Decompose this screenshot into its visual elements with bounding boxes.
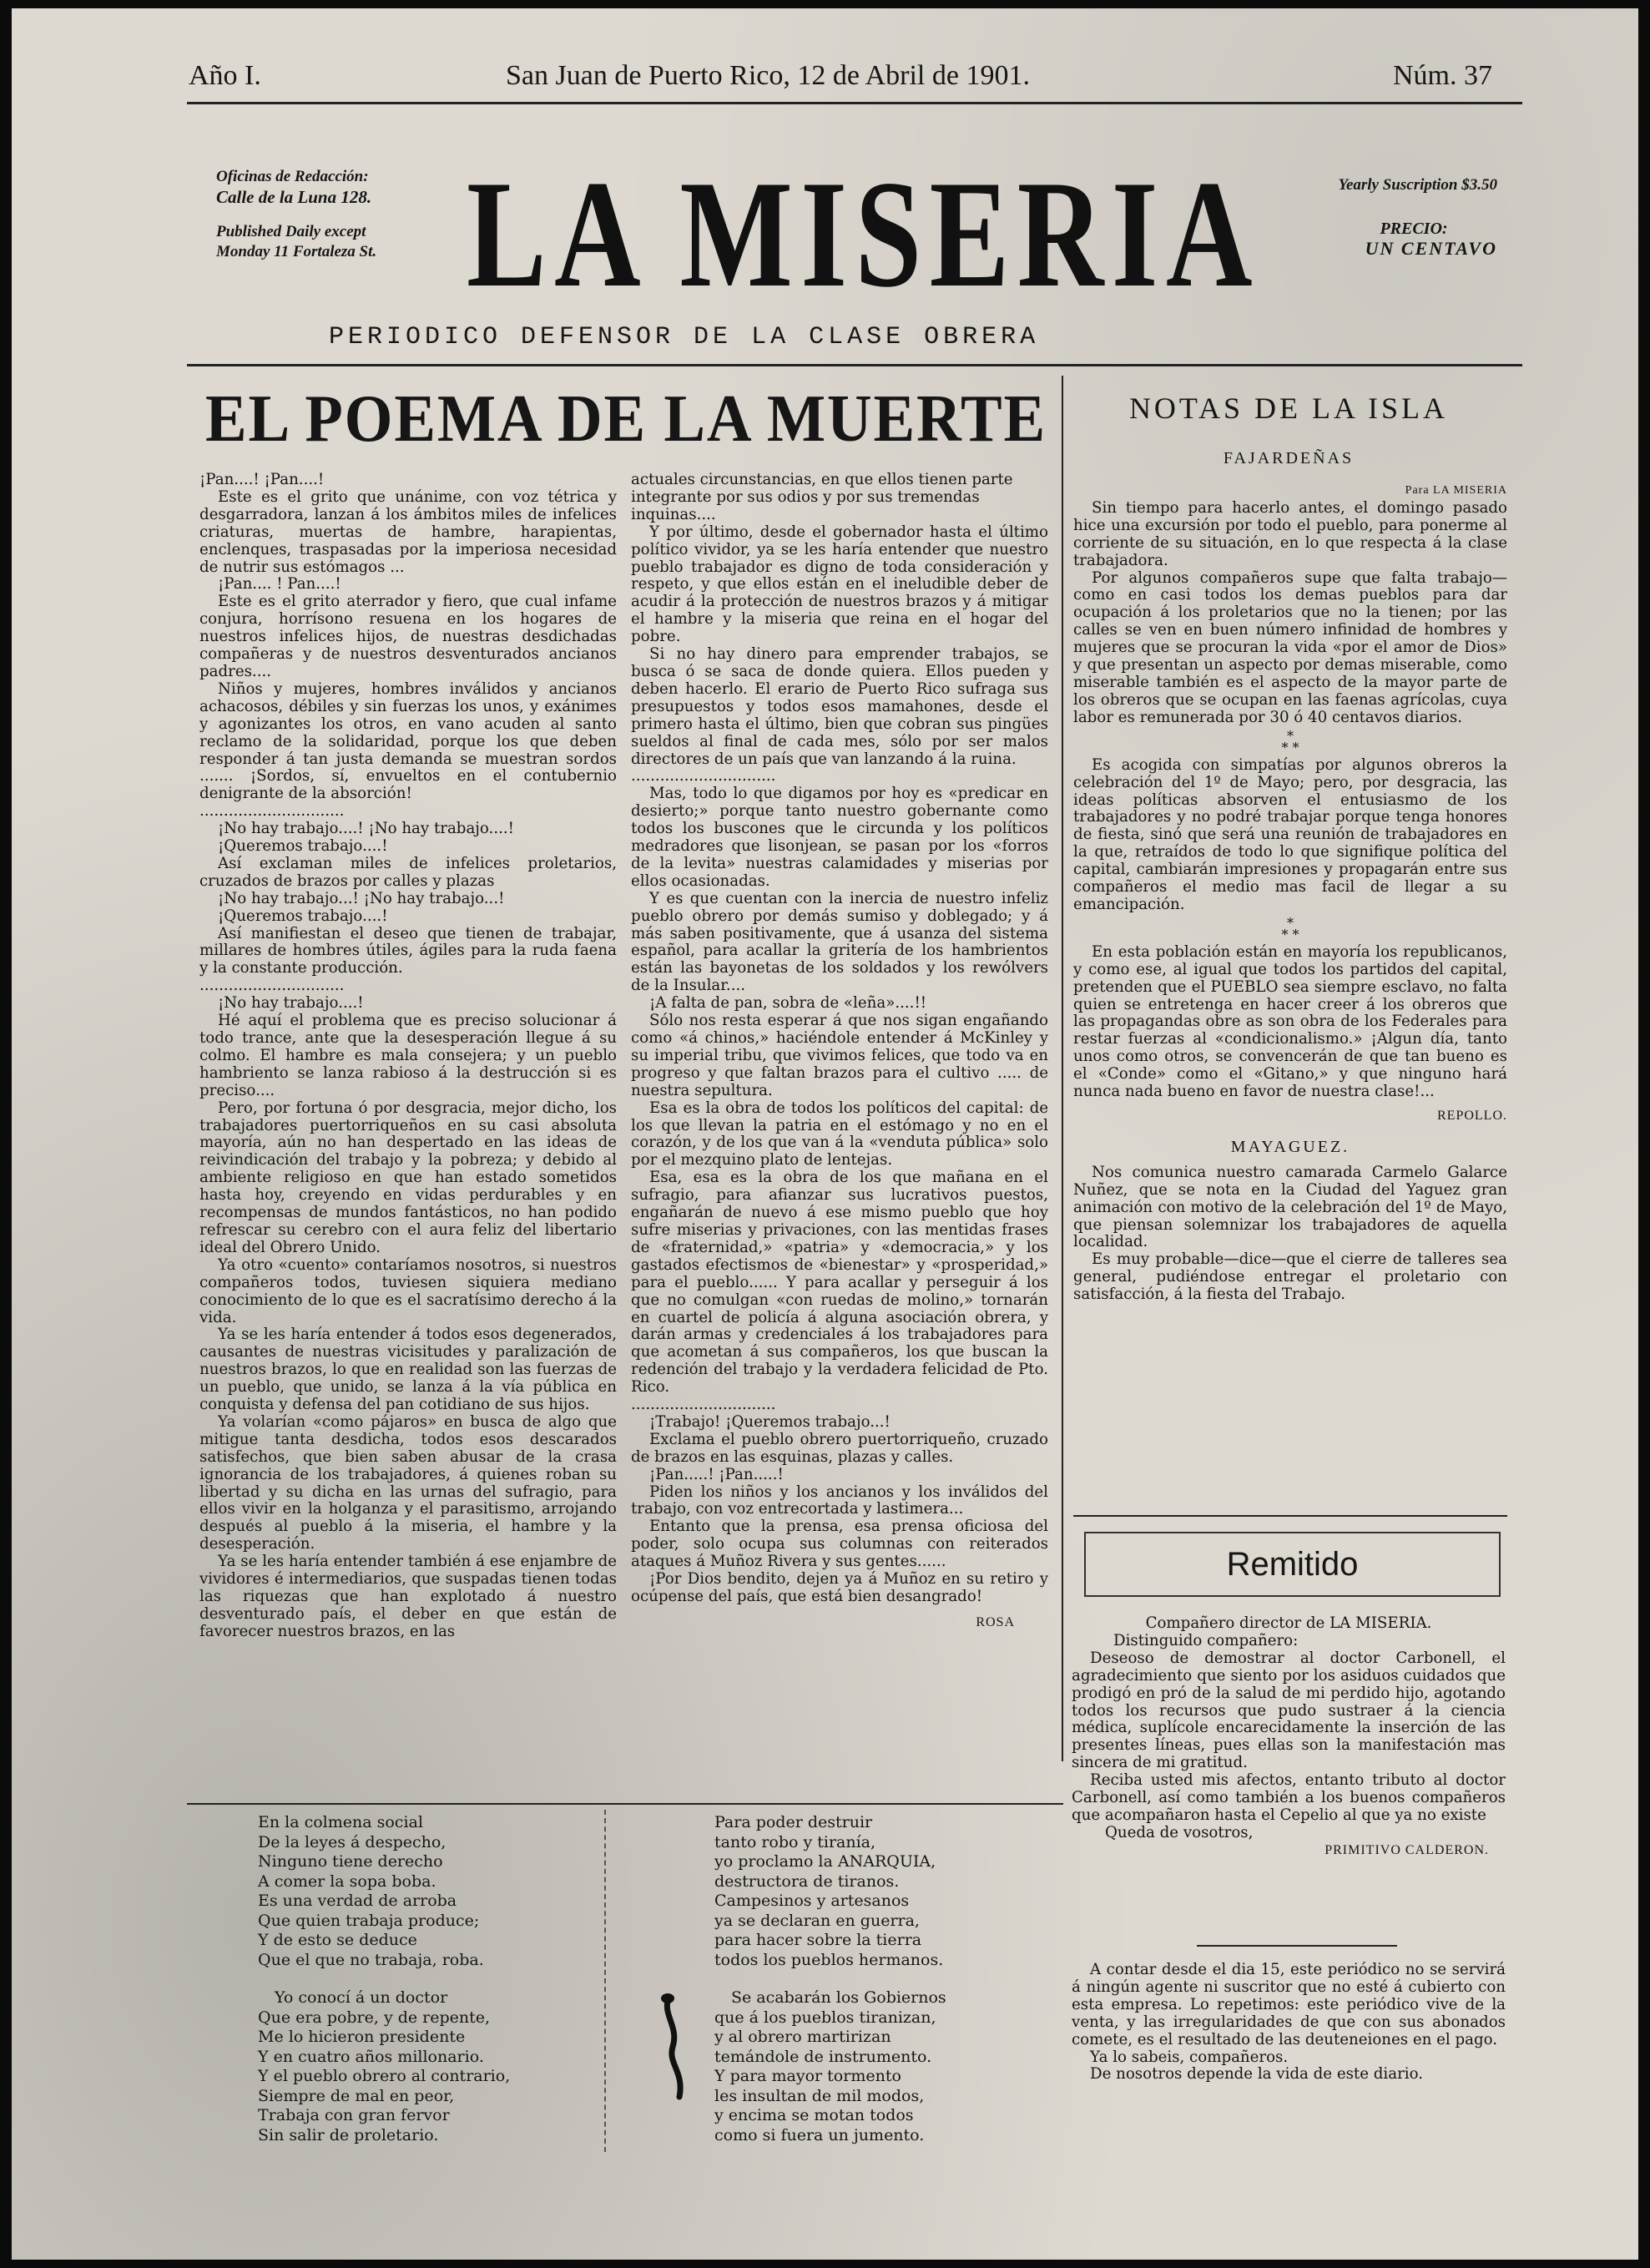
poem-top-rule: [187, 1803, 1063, 1805]
article-signature: ROSA: [976, 1614, 1015, 1629]
ink-mark-illustration: [654, 1988, 704, 2114]
notas-end-rule: [1073, 1515, 1507, 1517]
masthead-subtitle: PERIODICO DEFENSOR DE LA CLASE OBRERA: [329, 323, 1040, 351]
column-rule-right: [1062, 376, 1063, 1761]
dateline: San Juan de Puerto Rico, 12 de Abril de 1901.: [506, 60, 1030, 91]
poem-divider: [604, 1810, 606, 2152]
remitido-end-rule: [1197, 1945, 1397, 1947]
article-column-2: actuales circunstancias, en que ellos tienen parte integrante por sus odios y por sus tremendas inquinas.... Y por último, desde el gobernador hasta el último político vividor, ya se les haría entender que nuestro pueblo trabajador es digno de toda consideración y respeto, y que ellos están en el ineludible deber de acudir á la protección de nuestros brazos y á mitigar el hambre y la miseria que reina en el hogar del pobre. Si no hay dinero para emprender trabajos, se busca ó se saca de donde quiera. Ellos pueden y deben hacerlo. El erario de Puerto Rico sufraga sus presupuestos y todos esos mamahones, desde el primero hasta el último, bien que cobran sus pingües sueldos al final de cada mes, sólo por ser malos directores de un país que van lanzando á la ruina. .............................. Mas, todo lo que digamos por hoy es «predicar en desierto;» porque tanto nuestro gobernante como todos los buscones que le circunda y los políticos medradores que lisonjean, se pasan por los «forros de la levita» nuestras calamidades y miserias por ellos ocasionadas. Y es que cuentan con la inercia de nuestro infeliz pueblo obrero por demás sumiso y doblegado; y á más saben positivamente, que á usanza del sistema español, para acallar la gritería de los hambrientos están las bayonetas de los soldados y los rewólvers de la Insular.... ¡A falta de pan, sobra de «leña»....!! Sólo nos resta esperar á que nos sigan engañando como «á chinos,» haciéndole entender á McKinley y su imperial tribu, que vivimos felices, que todo va en progreso y que faltan brazos para el cultivo ..... de nuestra sepultura. Esa es la obra de todos los políticos del capital: de los que llevan la patria en el estómago y no en el corazón, y de los que van á la «venduta pública» solo por el mezquino plato de lentejas. Esa, esa es la obra de los que mañana en el sufragio, para afianzar sus lucrativos puestos, engañarán de nuevo á ese mismo pueblo que hoy sufre miserias y privaciones, con las mentidas frases de «fraternidad,» «patria» y «democracia,» y los gastados efectismos de «bienestar» y «prosperidad,» para el pueblo...... Y para acallar y perseguir á los que no comulgan «con ruedas de molino,» tornarán en cuartel de policía á alguna asociación obrera, y darán armas y credenciales á los trabajadores para que acometan á sus compañeros, los que buscan la redención del trabajo y la verdadera felicidad de Pto. Rico. .............................. ¡Trabajo! ¡Queremos trabajo...! Exclama el pueblo obrero puertorriqueño, cruzado de brazos en las esquinas, plazas y calles. ¡Pan.....! ¡Pan.....! Piden los niños y los ancianos y los inválidos del trabajo, con voz entrecortada y lastimera... Entanto que la prensa, esa prensa oficiosa del poder, solo ocupa sus columnas con reiterados ataques á Muñoz Rivera y sus gentes...... ¡Por Dios bendito, dejen ya á Muñoz en su retiro y ocúpense del país, que está bien desangrado! ROSA: [631, 472, 1048, 1803]
poem-right: Para poder destruir tanto robo y tiranía, yo proclamo la ANARQUIA, destructora de tiranos. Campesinos y artesanos ya se declaran en guerra, para hacer sobre la tierra todos los pueblos hermanos. Se acabarán los Gobiernos que á los pueblos tiranizan, y al obrero martirizan temándole de instrumento. Y para mayor tormento les insultan de mil modos, y encima se motan todos como si fuera un jumento.: [714, 1813, 946, 2144]
year-label: Año I.: [189, 60, 261, 91]
notas-title: NOTAS DE LA ISLA: [1128, 391, 1449, 425]
fajardenas-heading: FAJARDEÑAS: [1223, 449, 1355, 467]
poem-left: En la colmena social De la leyes á despecho, Ninguno tiene derecho A comer la sopa boba. Es una verdad de arroba Que quien trabaja produce; Y de esto se deduce Que el que no trabaja, roba. Yo conocí á un doctor Que era pobre, y de repente, Me lo hicieron presidente Y en cuatro años millonario. Y el pueblo obrero al contrario, Siempre de mal en peor, Trabaja con gran fervor Sin salir de proletario.: [258, 1813, 511, 2144]
newspaper-page: [12, 8, 1638, 2260]
subscription-notice: A contar desde el dia 15, este periódico no se servirá á ningún agente ni suscritor que no esté á cubierto con esta empresa. Lo repetimos: este periódico vive de la venta, y las irregularidades de que con sus abonados comete, es el resultado de las deuteneiones en el pago. Ya lo sabeis, compañeros. De nosotros depende la vida de este diario.: [1072, 1962, 1506, 2084]
office-info: Oficinas de Redacción: Calle de la Luna 128. Published Daily except Monday 11 Fortaleza St.: [216, 168, 377, 260]
remitido-body: Compañero director de LA MISERIA. Distinguido compañero: Deseoso de demostrar al doctor Carbonell, el agradecimiento que siento por los asiduos cuidados que prodigó en pró de la salud de mi perdido hijo, agotando todos los recursos que pudo sustraer á la ciencia médica, suplícole encarecidamente la inserción de las presentes líneas, pues ellas son la manifestación mas sincera de mi gratitud. Reciba usted mis afectos, entanto tributo al doctor Carbonell, así como también a los buenos compañeros que acompañaron hasta el Cepelio al que ya no existe Queda de vosotros, PRIMITIVO CALDERON.: [1072, 1615, 1506, 1857]
notas-column: Para LA MISERIA Sin tiempo para hacerlo antes, el domingo pasado hice una excursión por todo el pueblo, para ponerme al corriente de su situación, en lo que respecta á la clase trabajadora. Por algunos compañeros supe que falta trabajo—como en casi todos los demas pueblos para dar ocupación á los proletarios que no la tienen; por las calles se ven en buen número infinidad de hombres y mujeres que se procuran la vida «por el amor de Dios» y que presentan un aspecto por demas miserable, como miserable también es el aspecto de la mayor parte de los obreros que se ocupan en las faenas agrícolas, cuya labor es remunerada por 30 ó 40 centavos diarios. * * * Es acogida con simpatías por algunos obreros la celebración del 1º de Mayo; pero, por desgracia, las ideas políticas absorven el entusiasmo de los trabajadores y no podré trabajar porque tenga honores de fiesta, sinó que será una reunión de trabajadores en la que, retraídos de todo lo que signifique política del capital, cambiarán impresiones y propagarán entre sus compañeros el medio mas facil de llegar a su emancipación. * * * En esta población están en mayoría los republicanos, y como ese, al igual que todos los partidos del capital, pretenden que el PUEBLO sea siempre esclavo, no falta quien se entretenga en hacer creer á los obreros que las propagandas obre as son obra de los Federales para restar fuerzas al «condicionalismo.» ¡Algun día, tanto unos como otros, se convencerán de que tan bueno es el «Conde» como el «Gitano,» y que ninguno hará nunca nada bueno en favor de nuestra clase!... REPOLLO. MAYAGUEZ. Nos comunica nuestro camarada Carmelo Galarce Nuñez, que se nota en la Ciudad del Yaguez gran animación con motivo de la celebración del 1º de Mayo, que piensan solemnizar los trabajadores de aquella localidad. Es muy probable—dice—que el cierre de talleres sea general, pudiéndose entregar el proletario con satisfacción, á la fiesta del Trabajo.: [1073, 484, 1507, 1304]
top-rule: [187, 102, 1522, 104]
masthead-title: LA MISERIA: [467, 149, 1260, 319]
masthead-rule: [187, 364, 1522, 366]
issue-number: Núm. 37: [1393, 60, 1492, 91]
article-column-1: ¡Pan....! ¡Pan....! Este es el grito que unánime, con voz tétrica y desgarradora, lanzan á los ámbitos miles de infelices criaturas, muertas de hambre, harapientas, enclenques, traspasadas por la imperiosa necesidad de nutrir sus estómagos ... ¡Pan.... ! Pan....! Este es el grito aterrador y fiero, que cual infame conjura, horrísono resuena en los hogares de nuestros infelices hijos, de nuestras desdichadas compañeras y de nuestros desventurados ancianos padres.... Niños y mujeres, hombres inválidos y ancianos achacosos, débiles y sin fuerzas los unos, y exánimes y agonizantes los otros, en vano acuden al santo reclamo de la solidaridad, porque los que deben responder á tan justa demanda se muestran sordos ....... ¡Sordos, sí, envueltos en el contubernio denigrante de la absorción! .............................. ¡No hay trabajo....! ¡No hay trabajo....! ¡Queremos trabajo....! Así exclaman miles de infelices proletarios, cruzados de brazos por calles y plazas ¡No hay trabajo...! ¡No hay trabajo...! ¡Queremos trabajo....! Así manifiestan el deseo que tienen de trabajar, millares de hombres útiles, ágiles para la ruda faena y la constante producción. .............................. ¡No hay trabajo....! Hé aquí el problema que es preciso solucionar á todo trance, ante que la desesperación llegue á su colmo. El hambre es mala consejera; y un pueblo hambriento se lanza rabioso á la destrucción si es preciso.... Pero, por fortuna ó por desgracia, mejor dicho, los trabajadores puertorriqueños en su casi absoluta mayoría, aún no han despertado en las ideas de reivindicación del trabajo y la pobreza; y debido al ambiente religioso en que han estado sometidos hasta hoy, creyendo en vidas perdurables y en recompensas de mundos fantásticos, no han podido refrescar su cerebro con el aura feliz del libertario ideal del Obrero Unido. Ya otro «cuento» contaríamos nosotros, si nuestros compañeros todos, tuviesen siquiera mediano conocimiento de lo que es el sacratísimo derecho á la vida. Ya se les haría entender á todos esos degenerados, causantes de nuestras vicisitudes y paralización de nuestros brazos, lo que en realidad son las fuerzas de un pueblo, que unido, se lanza á la vía pública en conquista y defensa del pan cotidiano de sus hijos. Ya volarían «como pájaros» en busca de algo que mitigue tanta desdicha, todos esos descarados satisfechos, que bien saben abusar de la crasa ignorancia de los trabajadores, á quienes roban su libertad y su dicha en las urnas del sufragio, para ellos vivir en la holganza y el parasitismo, arrojando después al pueblo á la miseria, el hambre y la desesperación. Ya se les haría entender también á ese enjambre de vividores é intermediarios, que suspadas tienen todas las riquezas que han explotado á nuestro desventurado país, el deber en que están de favorecer nuestros brazos, en las: [199, 472, 617, 1640]
price-info: Yearly Suscription $3.50 PRECIO: UN CENTAVO: [1338, 176, 1497, 259]
remitido-heading: Remitido: [1084, 1532, 1501, 1597]
article-title: EL POEMA DE LA MUERTE: [205, 382, 1047, 456]
